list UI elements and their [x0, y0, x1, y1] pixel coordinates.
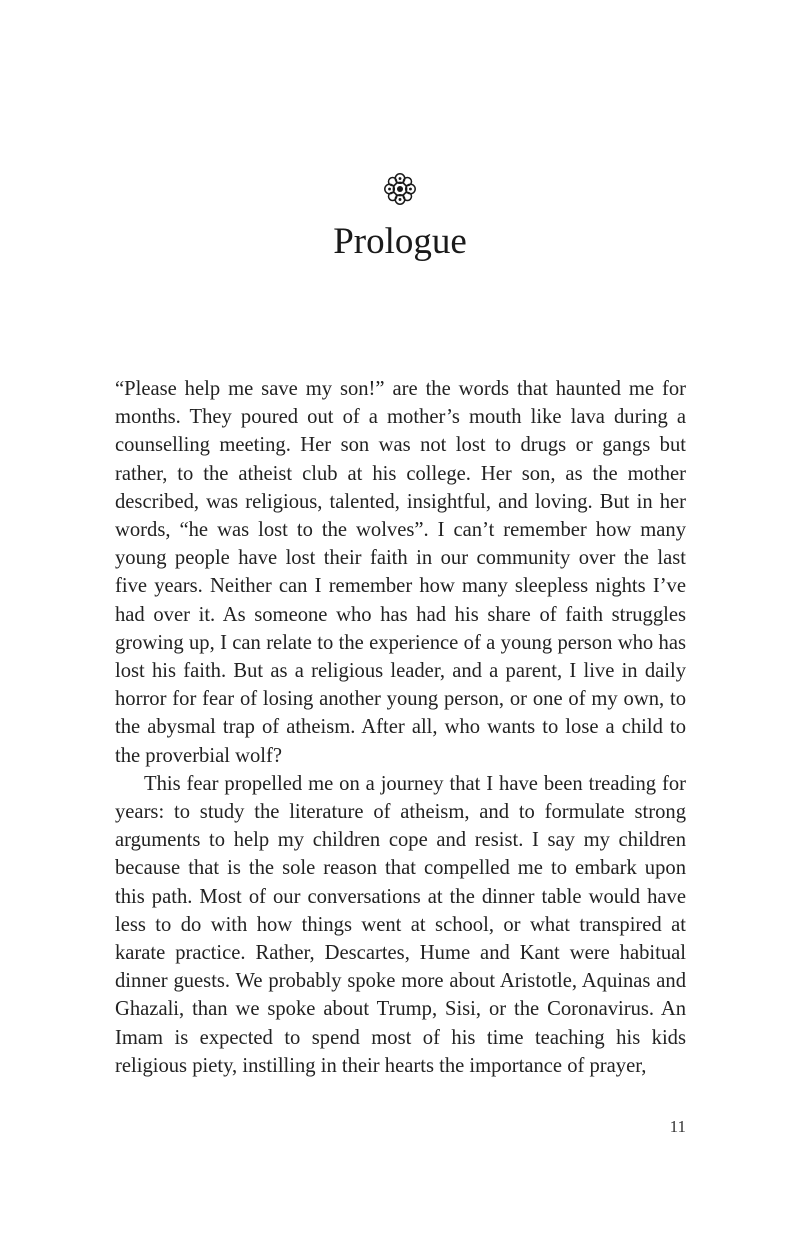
- paragraph: “Please help me save my son!” are the words that haunted me for months. They poured out of a mother’s mouth like lava during a counselling meeting. Her son was not lost to drugs or gangs but rather, to the atheist club at his college. Her son, as the mother described, was religious, talented, insightful, and loving. But in her words, “he was lost to the wolves”. I can’t remember how many young people have lost their faith in our community over the last five years. Neither can I remember how many sleepless nights I’ve had over it. As someone who has had his share of faith struggles growing up, I can relate to the experience of a young person who has lost his faith. But as a religious leader, and a parent, I live in daily horror for fear of losing another young person, or one of my own, to the abysmal trap of atheism. After all, who wants to lose a child to the proverbial wolf?: [115, 378, 686, 767]
- body-text: [115, 375, 686, 1080]
- floral-ornament-icon: [381, 170, 419, 208]
- page-number: 11: [669, 1117, 686, 1136]
- paragraph: This fear propelled me on a journey that I have been treading for years: to study the literature of atheism, and to formulate strong arguments to help my children cope and resist. I say my children because that is the sole reason that compelled me to embark upon this path. Most of our conversations at the dinner table would have less to do with how things went at school, or what transpired at karate practice. Rather, Descartes, Hume and Kant were habitual dinner guests. We probably spoke more about Aristotle, Aquinas and Ghazali, than we spoke about Trump, Sisi, or the Coronavirus. An Imam is expected to spend most of his time teaching his kids religious piety, instilling in their hearts the importance of prayer,: [115, 772, 686, 1077]
- chapter-title: Prologue: [333, 221, 467, 262]
